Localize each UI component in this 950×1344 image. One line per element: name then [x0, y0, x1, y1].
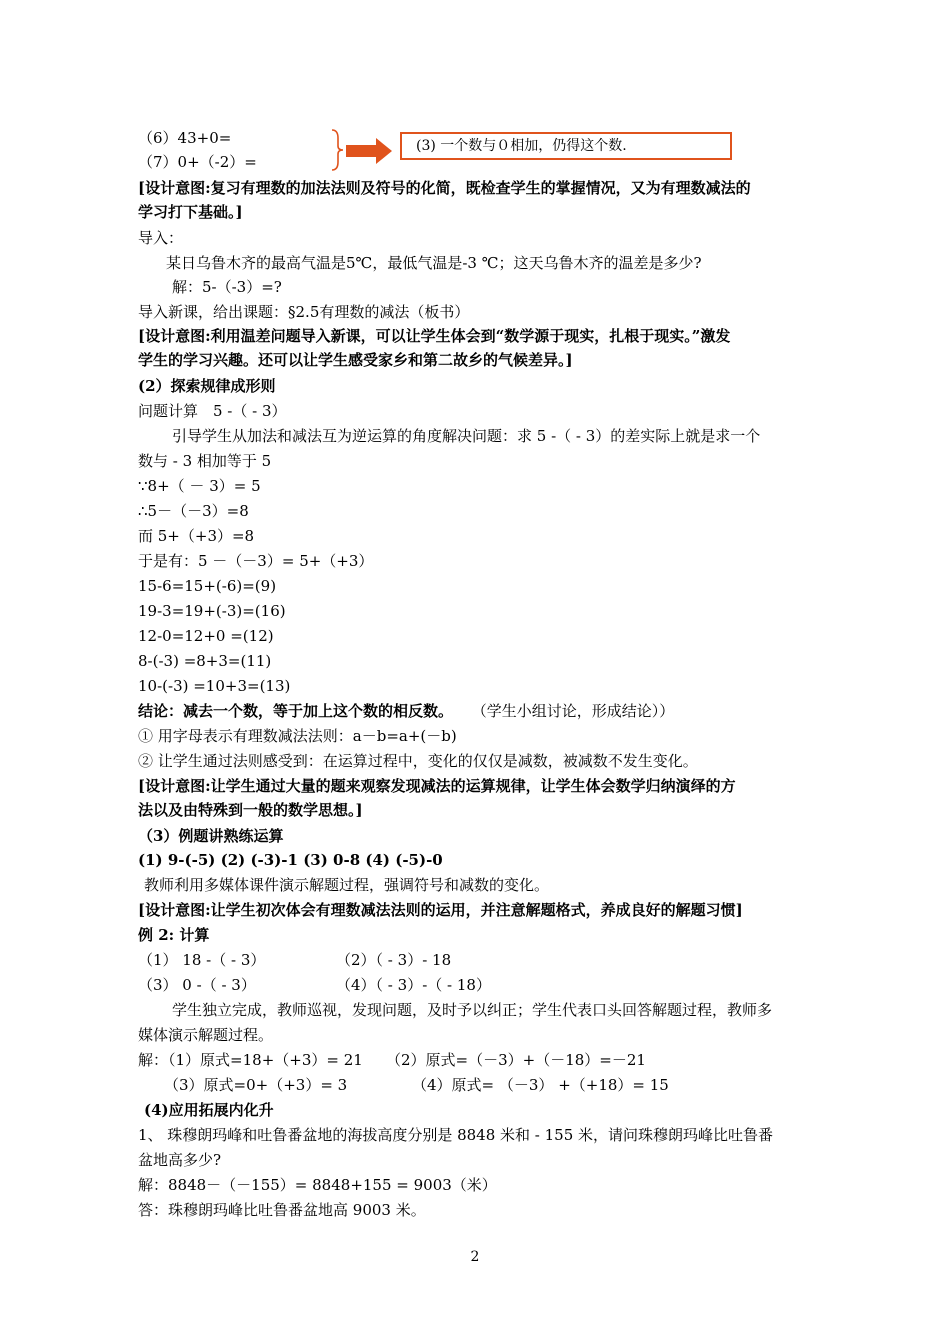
therefore-line: ∴5－（－3）=8 [138, 502, 249, 520]
student-work-a: 学生独立完成，教师巡视，发现问题，及时予以纠正；学生代表口头回答解题过程，教师多 [172, 1001, 773, 1019]
conclusion-line [138, 701, 674, 721]
review-q6: （6）43+0= [138, 129, 232, 147]
right-arrow-icon [346, 138, 392, 164]
design-intent-2a: [设计意图:利用温差问题导入新课，可以让学生体会到“数学源于现实，扎根于现实。”激发 [138, 327, 731, 345]
solution-1: 解：（1）原式=18+（+3）= 21 [138, 1051, 363, 1069]
section-2-heading: (2）探索规律成形则 [138, 377, 276, 395]
everest-problem-a: 1、 珠穆朗玛峰和吐鲁番盆地的海拔高度分别是 8848 米和 - 155 米，请问珠穆朗玛峰比吐鲁番 [138, 1126, 774, 1144]
everest-solution: 解：8848－（－155）= 8848+155 = 9003（米） [138, 1176, 497, 1194]
ex2-item-1: （1） 18 -（ - 3） [138, 951, 266, 969]
conclusion-note: （学生小组讨论，形成结论）） [471, 702, 675, 720]
teacher-demo: 教师利用多媒体课件演示解题过程，强调符号和减数的变化。 [144, 876, 550, 894]
guide-text-a: 引导学生从加法和减法互为逆运算的角度解决问题：求 5 -（ - 3）的差实际上就是求一个 [172, 427, 761, 445]
since-line: ∵8+（ － 3）= 5 [138, 477, 261, 495]
guide-text-b: 数与 - 3 相加等于 5 [138, 452, 272, 470]
example-eq-4: 8-(-3) =8+3=(11) [138, 652, 272, 670]
design-intent-2b: 学生的学习兴趣。还可以让学生感受家乡和第二故乡的气候差异。] [138, 351, 573, 369]
brace-icon [330, 128, 344, 172]
rule-feeling: ② 让学生通过法则感受到：在运算过程中，变化的仅仅是减数，被减数不发生变化。 [138, 752, 698, 770]
intro-problem: 某日乌鲁木齐的最高气温是5℃，最低气温是-3 ℃；这天乌鲁木齐的温差是多少? [166, 254, 702, 272]
example-eq-2: 19-3=19+(-3)=(16) [138, 602, 286, 620]
lesson-title-line: 导入新课，给出课题：§2.5有理数的减法（板书） [138, 303, 470, 321]
and-line: 而 5+（+3）=8 [138, 527, 255, 545]
section-3-heading: （3）例题讲熟练运算 [138, 827, 284, 845]
rule-box: (3) 一个数与０相加，仍得这个数. [400, 132, 732, 160]
student-work-b: 媒体演示解题过程。 [138, 1026, 274, 1044]
ex2-item-4: （4）（ - 3）-（ - 18） [336, 976, 491, 994]
example-eq-1: 15-6=15+(-6)=(9) [138, 577, 277, 595]
section-4-heading: (4)应用拓展内化升 [144, 1101, 274, 1119]
solution-3: （3）原式=0+（+3）= 3 [164, 1076, 348, 1094]
design-intent-4: [设计意图:让学生初次体会有理数减法法则的运用，并注意解题格式，养成良好的解题习惯] [138, 901, 743, 919]
solution-4: （4）原式= （－3） +（+18）= 15 [412, 1076, 669, 1094]
ex2-item-3: （3） 0 -（ - 3） [138, 976, 256, 994]
problem-calc: 问题计算 5 -（ - 3） [138, 402, 287, 420]
example-eq-5: 10-(-3) =10+3=(13) [138, 677, 291, 695]
design-intent-1a: [设计意图:复习有理数的加法法则及符号的化简，既检查学生的掌握情况，又为有理数减法的 [138, 179, 751, 197]
intro-heading: 导入： [138, 229, 184, 247]
solution-2: （2）原式=（－3）+（－18）=－21 [386, 1051, 646, 1069]
ex2-item-2: （2）（ - 3）- 18 [336, 951, 452, 969]
design-intent-3a: [设计意图:让学生通过大量的题来观察发现减法的运算规律，让学生体会数学归纳演绎的方 [138, 777, 736, 795]
example-eq-3: 12-0=12+0 =(12) [138, 627, 274, 645]
conclusion-text: 结论：减去一个数，等于加上这个数的相反数。 [138, 702, 454, 720]
review-q7: （7）0+（-2）= [138, 153, 257, 171]
everest-answer: 答：珠穆朗玛峰比吐鲁番盆地高 9003 米。 [138, 1201, 426, 1219]
intro-solution: 解：5-（-3）=? [172, 278, 282, 296]
thus-line: 于是有：5 －（－3）= 5+（+3） [138, 552, 374, 570]
design-intent-1b: 学习打下基础。] [138, 203, 243, 221]
example-1-problems: (1) 9-(-5) (2) (-3)-1 (3) 0-8 (4) (-5)-0 [138, 851, 443, 869]
design-intent-3b: 法以及由特殊到一般的数学思想。] [138, 801, 363, 819]
page-number: 2 [470, 1249, 480, 1265]
rule-letters: ① 用字母表示有理数减法法则：a－b=a+(－b) [138, 727, 457, 745]
example-2-heading: 例 2: 计算 [138, 926, 210, 944]
everest-problem-b: 盆地高多少? [138, 1151, 222, 1169]
